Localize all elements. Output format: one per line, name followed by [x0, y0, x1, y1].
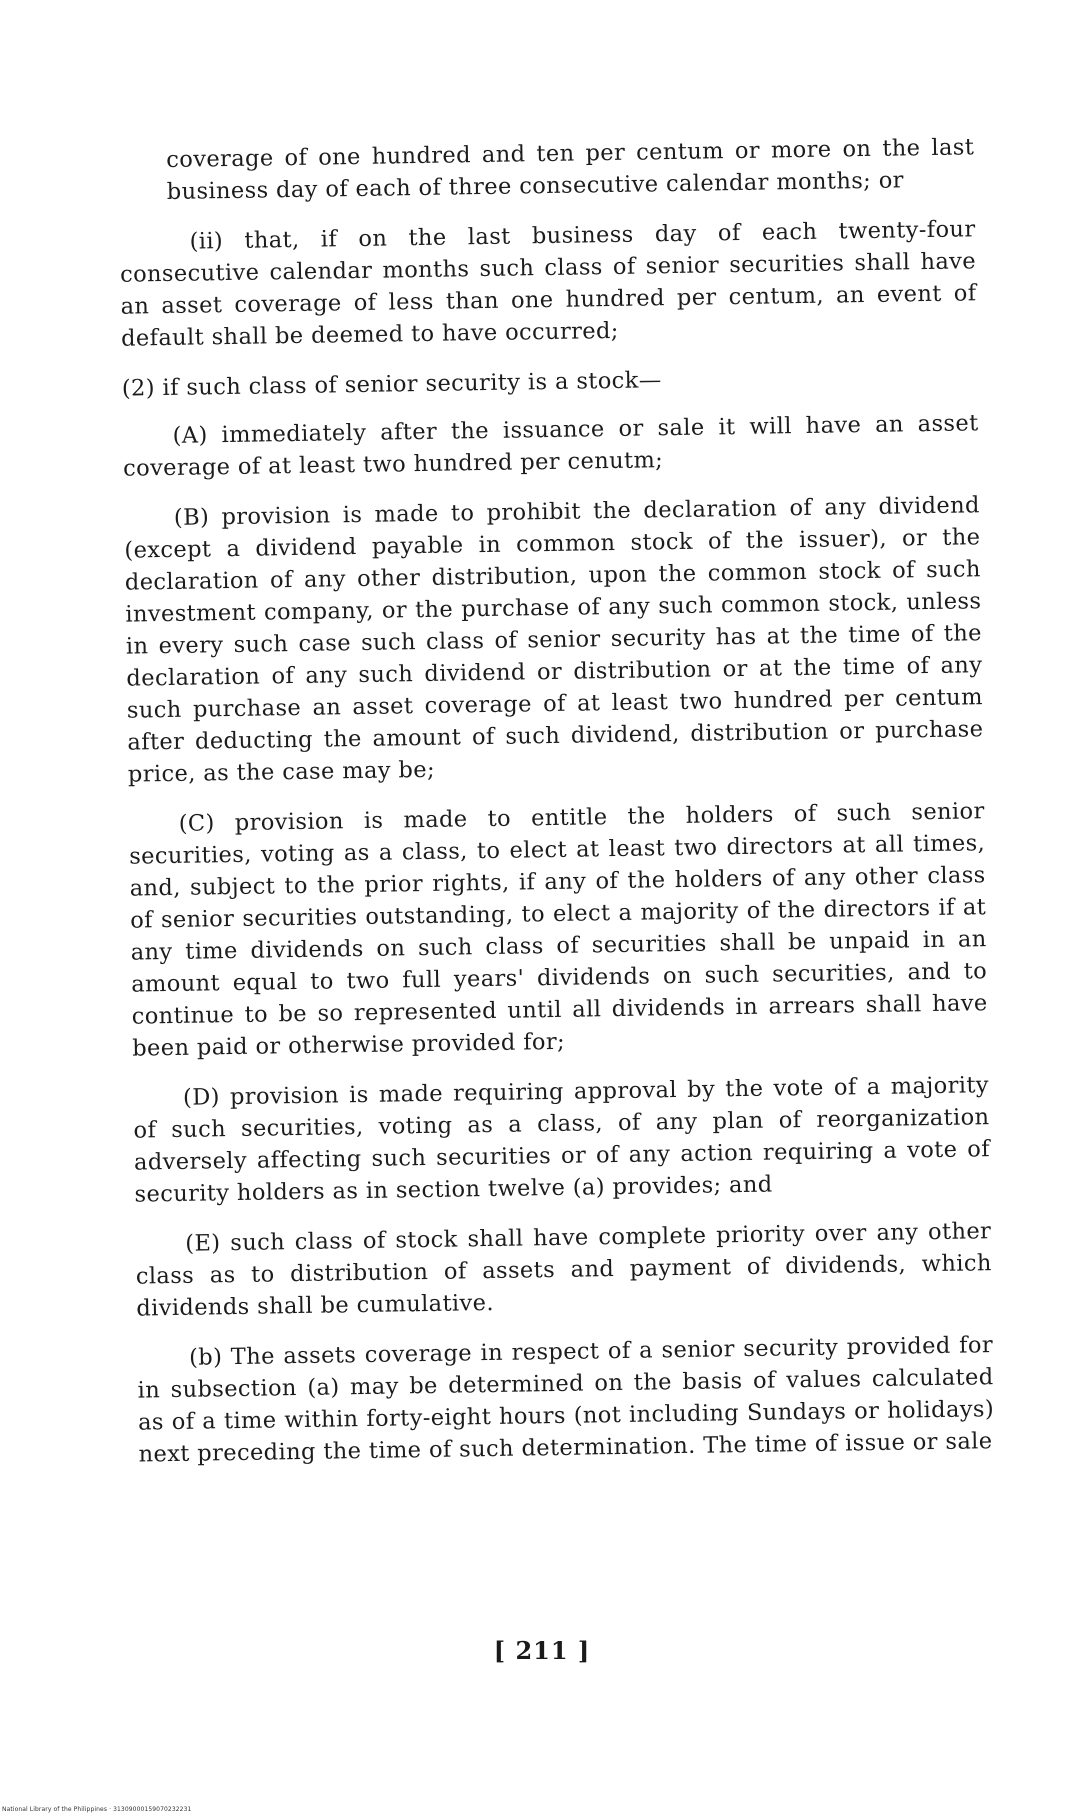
paragraph-item-2: (2) if such class of senior security is a stock— — [121, 367, 662, 402]
paragraph-clause-b: (B) provision is made to prohibit the declaration of any dividend (except a dividend payable in common stock of the issuer), or the declaration of any other distribution, upon the common stock of such investment company, or the purchase of any such common stock, unless in every such case such class of senior security has at the time of the declaration of any such dividend or distribution or at the time of any such purchase an asset coverage of at least two hundred per centum after deducting the amount of such dividend, distribution or purchase price, as the case may be; — [124, 492, 984, 788]
paragraph-clause-e: (E) such class of stock shall have complete priority over any other class as to distribution of assets and payment of dividends, which dividends shall be cumulative. — [135, 1218, 992, 1322]
paragraph-subsection-b: (b) The assets coverage in respect of a senior security provided for in subsection (a) may be determined on the basis of values calculated as of a time within forty-eight hours (not including Sundays or holidays) next preceding the time of such determination. The time of issue or sale — [137, 1332, 995, 1468]
body-text — [118, 131, 995, 1488]
paragraph-clause-ii: (ii) that, if on the last business day of each twenty-four consecutive calendar months such class of senior securities shall have an asset coverage of less than one hundred per centum, an event of default shall be deemed to have occurred; — [119, 216, 977, 352]
paragraph-clause-d: (D) provision is made requiring approval by the vote of a majority of such securities, voting as a class, of any plan of reorganization adversely affecting such securities or of any action requiring a vote of security holders as in section twelve (a) provides; and — [133, 1072, 991, 1208]
paragraph-clause-c: (C) provision is made to entitle the holders of such senior securities, voting as a class, to elect at least two directors at all times, and, subject to the prior rights, if any of the holders of any other class of senior securities outstanding, to elect a majority of the directors if at any time dividends on such class of securities shall be unpaid in an amount equal to two full years' dividends on such securities, and to continue to be so represented until all dividends in arrears shall have been paid or otherwise provided for; — [129, 798, 988, 1062]
paragraph-coverage-continuation: coverage of one hundred and ten per centum or more on the last business day of each of three consecutive calendar months; or — [166, 134, 975, 205]
library-stamp: National Library of the Philippines · 31309000159070232231 — [2, 1806, 192, 1813]
paragraph-clause-a: (A) immediately after the issuance or sale it will have an asset coverage of at least two hundred per cenutm; — [122, 410, 979, 482]
page-number: [ 211 ] — [493, 1636, 591, 1665]
